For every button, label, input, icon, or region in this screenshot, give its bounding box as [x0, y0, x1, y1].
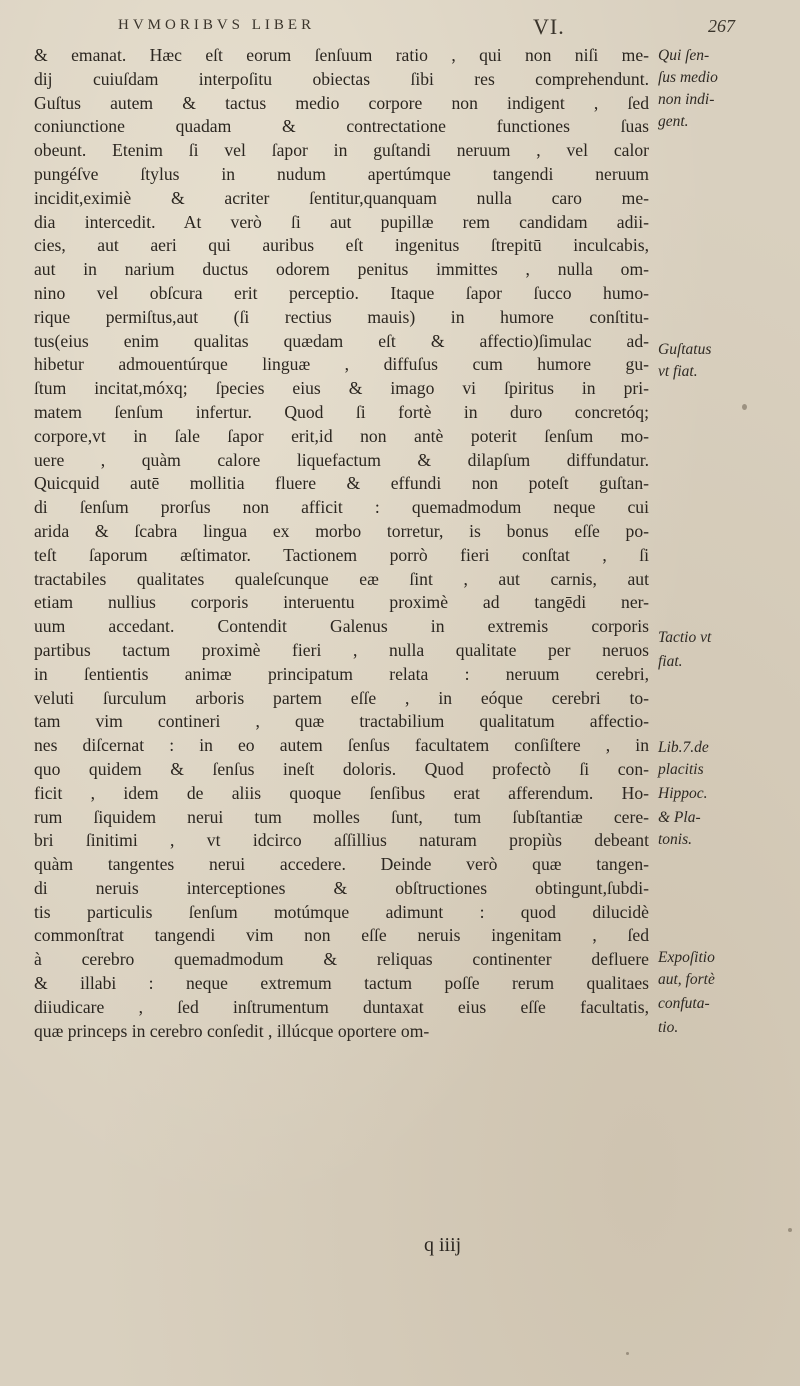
- text-line: tractabiles qualitates qualeſcunque eæ ſint , aut carnis, aut: [34, 568, 649, 589]
- text-line: matem ſenſum infertur. Quod ſi fortè in duro concretóq;: [34, 401, 649, 422]
- text-line: di ſenſum prorſus non afficit : quemadmodum neque cui: [34, 497, 649, 518]
- text-line: etiam nullius corporis interuentu proximè ad tangēdi ner-: [34, 592, 649, 613]
- text-line: à cerebro quemadmodum & reliquas continenter defluere: [34, 949, 649, 970]
- text-line: cies, aut aeri qui auribus eſt ingenitus ſtrepitū inculcabis,: [34, 235, 649, 256]
- margin-note-line: Hippoc.: [658, 785, 708, 802]
- text-line: tis particulis ſenſum motúmque adimunt : quod dilucidè: [34, 901, 649, 922]
- main-text-block: [34, 44, 649, 1043]
- text-line: pungéſve ſtylus in nudum apertúmque tangendi neruum: [34, 163, 649, 184]
- margin-note-line: Guſtatus: [658, 341, 712, 358]
- text-line: veluti ſurculum arboris partem eſſe , in eóque cerebri to-: [34, 687, 649, 708]
- margin-note-line: Lib.7.de: [658, 739, 709, 756]
- text-line: arida & ſcabra lingua ex morbo torretur, is bonus eſſe po-: [34, 520, 649, 541]
- margin-note-line: placitis: [658, 761, 704, 778]
- text-line: rum ſiquidem nerui tum molles ſunt, tum ſubſtantiæ cere-: [34, 806, 649, 827]
- text-line: di neruis interceptiones & obſtructiones obtingunt,ſubdi-: [34, 877, 649, 898]
- page-footer: [320, 1234, 520, 1274]
- text-line: dij cuiuſdam interpoſitu obiectas ſibi res comprehendunt.: [34, 68, 649, 89]
- text-line: teſt ſaporum æſtimator. Tactionem porrò fieri conſtat , ſi: [34, 544, 649, 565]
- text-line: dia intercedit. At verò ſi aut pupillæ rem candidam adii-: [34, 211, 649, 232]
- margin-note-line: vt fiat.: [658, 363, 698, 380]
- running-title: HVMORIBVS LIBER: [118, 17, 316, 33]
- text-line: diiudicare , ſed inſtrumentum duntaxat eius eſſe facultatis,: [34, 996, 649, 1017]
- margin-note-line: Qui ſen-: [658, 47, 710, 64]
- text-line: nino vel obſcura erit perceptio. Itaque ſapor ſucco humo-: [34, 282, 649, 303]
- margin-note-line: tonis.: [658, 831, 693, 848]
- margin-note-line: Expoſitio: [658, 949, 715, 966]
- signature-mark: q iiij: [424, 1234, 462, 1256]
- text-line: aut in narium ductus odorem penitus immittes , nulla om-: [34, 259, 649, 280]
- text-line: quæ princeps in cerebro conſedit , illúcque oportere om-: [34, 1020, 430, 1041]
- text-line: in ſentientis animæ principatum relata : neruum cerebri,: [34, 663, 649, 684]
- margin-note-line: non indi-: [658, 91, 715, 108]
- text-line: quo quidem & ſenſus ineſt doloris. Quod profectò ſi con-: [34, 758, 649, 779]
- text-line: & illabi : neque extremum tactum poſſe rerum qualitaes: [34, 973, 649, 994]
- margin-note-line: confuta-: [658, 995, 710, 1012]
- text-line: bri ſinitimi , vt idcirco aſſillius naturam propiùs debeant: [34, 830, 649, 851]
- text-line: uere , quàm calore liquefactum & dilapſum diffundatur.: [34, 449, 649, 470]
- margin-note-line: Tactio vt: [658, 629, 712, 646]
- margin-note-line: aut, fortè: [658, 971, 715, 988]
- text-line: corpore,vt in ſale ſapor erit,id non antè poterit ſenſum mo-: [34, 425, 649, 446]
- text-line: uum accedant. Contendit Galenus in extremis corporis: [34, 616, 649, 637]
- ink-speck: [626, 1352, 629, 1355]
- running-header: [118, 14, 758, 40]
- text-line: ſtum incitat,móxq; ſpecies eius & imago vi ſpiritus in pri-: [34, 378, 649, 399]
- text-line: hibetur admouentúrque linguæ , diffuſus cum humore gu-: [34, 354, 649, 375]
- text-line: obeunt. Etenim ſi vel ſapor in guſtandi neruum , vel calor: [34, 140, 649, 161]
- ink-speck: [742, 404, 747, 410]
- page-number: 267: [708, 16, 735, 36]
- text-line: tam vim contineri , quæ tractabilium qualitatum affectio-: [34, 711, 649, 732]
- ink-speck: [788, 1228, 792, 1232]
- text-line: Guſtus autem & tactus medio corpore non indigent , ſed: [34, 92, 649, 113]
- margin-note-line: fiat.: [658, 653, 683, 670]
- text-line: Quicquid autē mollitia fluere & effundi non poteſt guſtan-: [34, 473, 649, 494]
- margin-note-line: & Pla-: [658, 809, 701, 826]
- text-line: & emanat. Hæc eſt eorum ſenſuum ratio , qui non niſi me-: [34, 45, 649, 65]
- book-number: VI.: [533, 14, 565, 39]
- margin-note-line: gent.: [658, 113, 689, 130]
- text-line: tus(eius enim qualitas quædam eſt & affectio)ſimulac ad-: [34, 330, 649, 351]
- text-line: commonſtrat tangendi vim non eſſe neruis ingenitam , ſed: [34, 925, 649, 946]
- text-line: nes diſcernat : in eo autem ſenſus facultatem conſiſtere , in: [34, 735, 649, 756]
- margin-note-line: tio.: [658, 1019, 679, 1036]
- text-line: ficit , idem de aliis quoque ſenſibus erat afferendum. Ho-: [34, 782, 649, 803]
- text-line: rique permiſtus,aut (ſi rectius mauis) in humore conſtitu-: [34, 306, 649, 327]
- text-line: incidit,eximiè & acriter ſentitur,quanquam nulla caro me-: [34, 187, 649, 208]
- margin-note-line: ſus medio: [658, 69, 718, 86]
- text-line: coniunctione quadam & contrectatione functiones ſuas: [34, 116, 649, 137]
- text-line: partibus tactum proximè fieri , nulla qualitate per neruos: [34, 639, 649, 660]
- text-line: quàm tangentes nerui accedere. Deinde verò quæ tangen-: [34, 854, 649, 875]
